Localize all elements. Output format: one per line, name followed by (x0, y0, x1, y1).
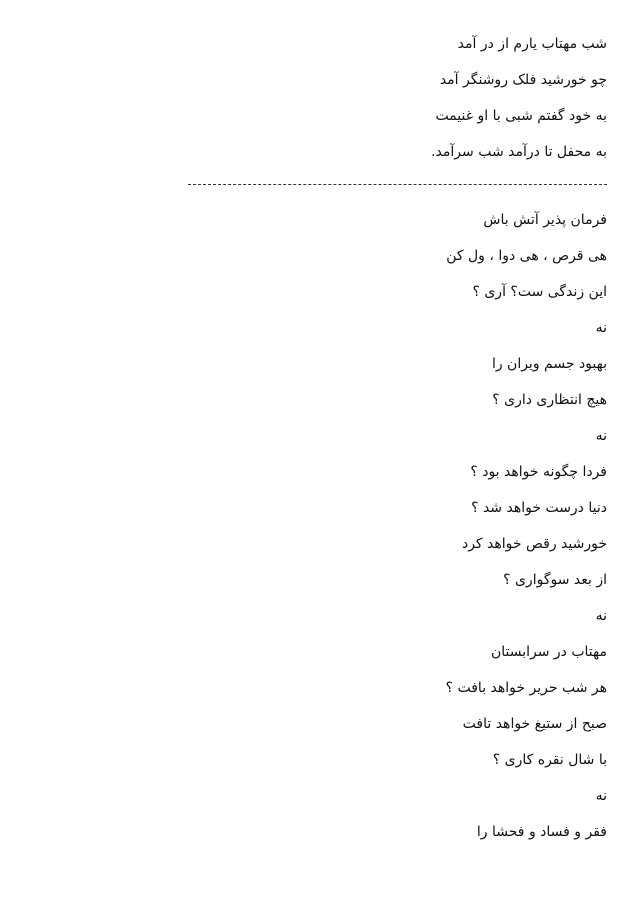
intro-line-1: شب مهتاب یارم از در آمد (457, 36, 607, 52)
poem-line-14: هر شب حریر خواهد بافت ؟ (445, 680, 607, 696)
poem-line-16: با شال نقره کاری ؟ (492, 752, 607, 768)
poem-line-17: نه (595, 788, 607, 804)
intro-line-2: چو خورشید فلک روشنگر آمد (439, 72, 607, 88)
intro-line-3: به خود گفتم شبی با او غنیمت (435, 108, 607, 124)
poem-line-5: بهبود جسم ویران را (491, 356, 607, 372)
poem-line-10: خورشید رقص خواهد کرد (461, 536, 607, 552)
poem-line-4: نه (595, 320, 607, 336)
poem-line-9: دنیا درست خواهد شد ؟ (471, 500, 607, 516)
poem-line-18: فقر و فساد و فحشا را (476, 824, 607, 840)
poem-line-2: هی قرص ، هی دوا ، ول کن (446, 248, 607, 264)
poem-line-7: نه (595, 428, 607, 444)
poem-line-6: هیچ انتظاری داری ؟ (492, 392, 607, 408)
poem-line-12: نه (595, 608, 607, 624)
poem-line-11: از بعد سوگواری ؟ (503, 572, 607, 588)
poem-line-1: فرمان پذیر آتش باش (483, 212, 607, 228)
intro-line-4: به محفل تا درآمد شب سرآمد. (431, 144, 607, 160)
poem-line-3: این زندگی ست؟ آری ؟ (472, 284, 607, 300)
dashed-divider (188, 184, 607, 185)
poem-line-13: مهتاب در سرابستان (490, 644, 607, 660)
poem-line-8: فردا چگونه خواهد بود ؟ (470, 464, 607, 480)
poem-line-15: صبح از ستیغ خواهد تافت (462, 716, 607, 732)
